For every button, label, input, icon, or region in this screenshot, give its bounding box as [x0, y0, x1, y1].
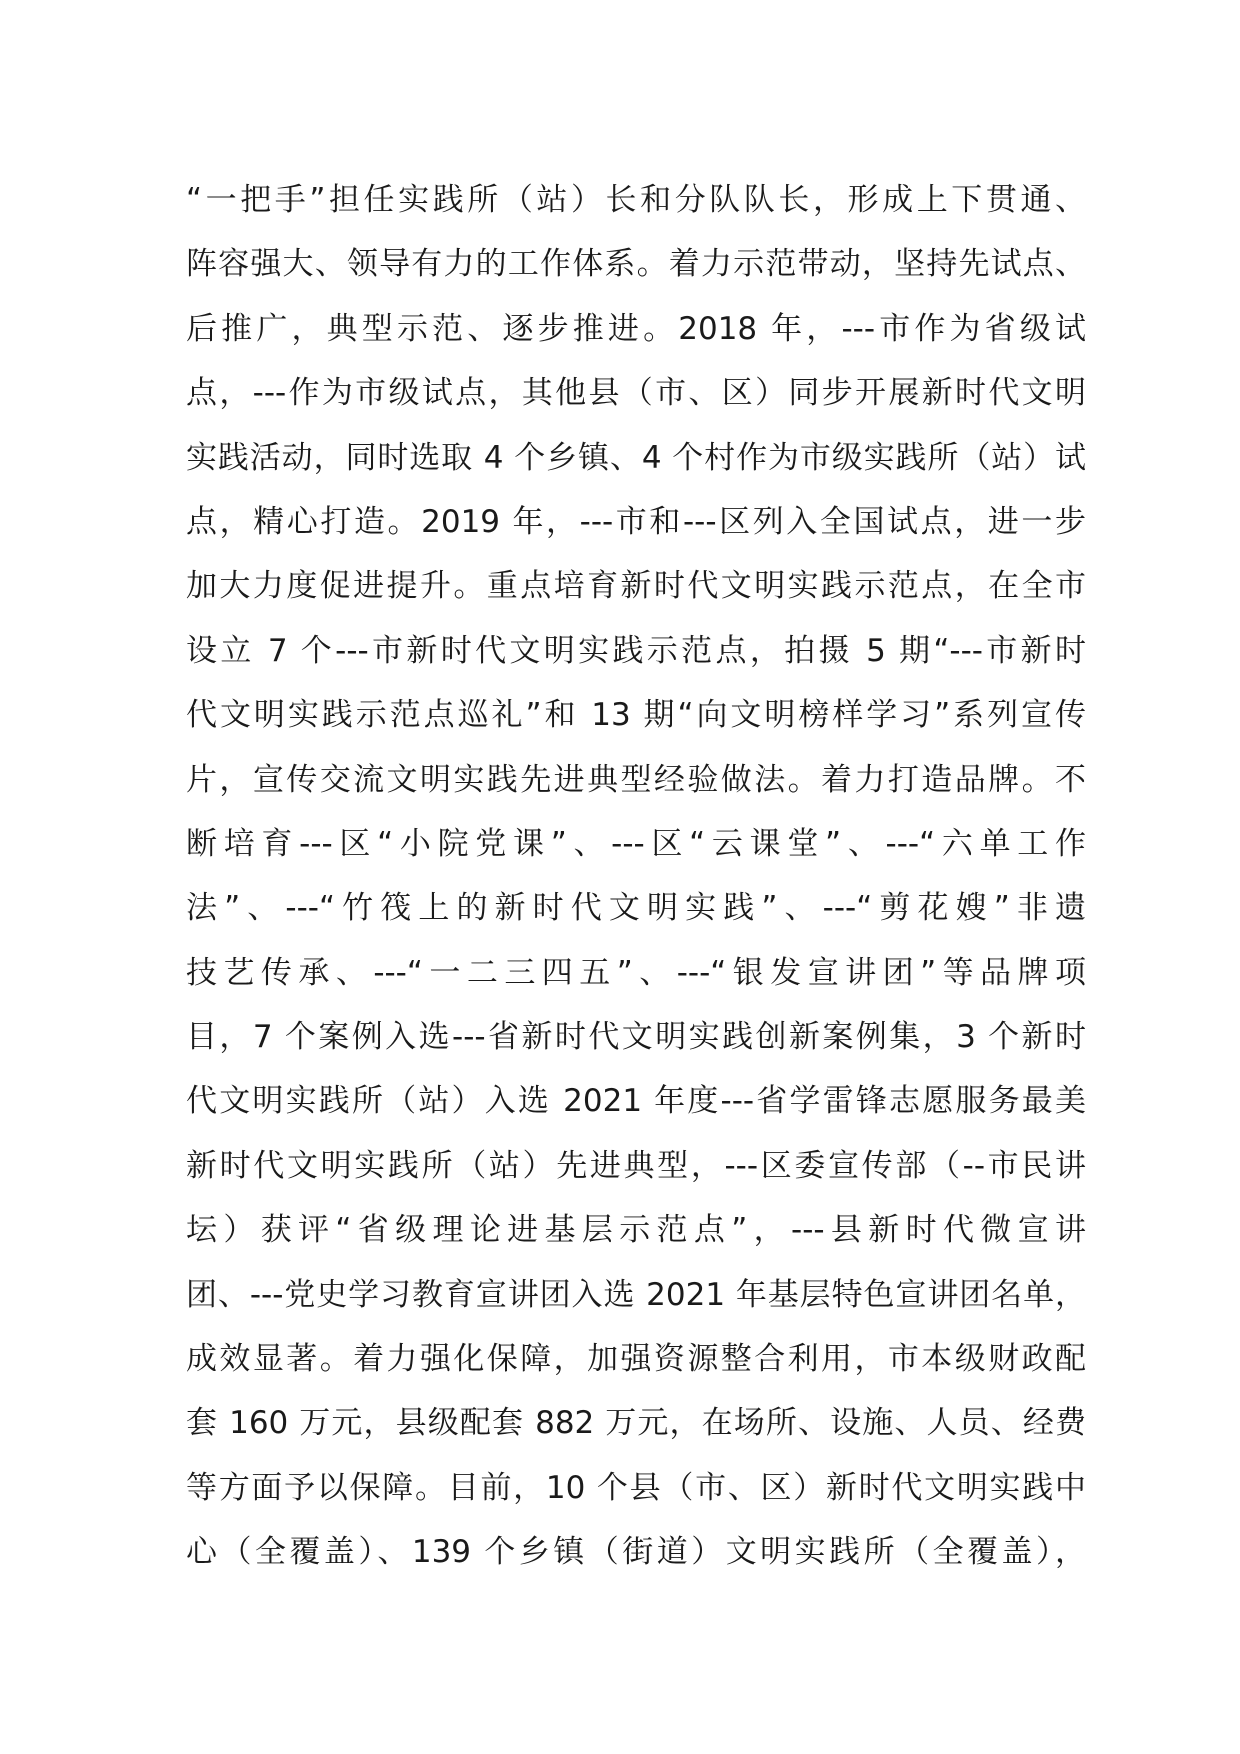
- text-line-8: 设立 7 个---市新时代文明实践示范点，拍摄 5 期“---市新时: [186, 632, 1086, 669]
- text-line-15: 代文明实践所（站）入选 2021 年度---省学雷锋志愿服务最美: [186, 1083, 1086, 1120]
- text-line-3: 后推广，典型示范、逐步推进。2018 年，---市作为省级试: [186, 310, 1086, 347]
- text-line-22: 心（全覆盖）、139 个乡镇（街道）文明实践所（全覆盖），: [186, 1534, 1086, 1571]
- text-line-17: 坛）获评“省级理论进基层示范点”，---县新时代微宣讲: [186, 1212, 1086, 1249]
- text-line-11: 断培育---区“小院党课”、---区“云课堂”、---“六单工作: [186, 825, 1086, 862]
- text-line-12: 法”、---“竹筏上的新时代文明实践”、---“剪花嫂”非遗: [186, 890, 1086, 927]
- body-paragraph: [186, 168, 1086, 1585]
- text-line-1: “一把手”担任实践所（站）长和分队队长，形成上下贯通、: [186, 182, 1086, 218]
- text-line-19: 成效显著。着力强化保障，加强资源整合利用，市本级财政配: [186, 1341, 1086, 1378]
- text-line-16: 新时代文明实践所（站）先进典型，---区委宣传部（--市民讲: [186, 1147, 1086, 1184]
- text-line-4: 点，---作为市级试点，其他县（市、区）同步开展新时代文明: [186, 375, 1086, 412]
- text-line-21: 等方面予以保障。目前，10 个县（市、区）新时代文明实践中: [186, 1469, 1086, 1506]
- text-line-10: 片，宣传交流文明实践先进典型经验做法。着力打造品牌。不: [186, 761, 1086, 798]
- text-line-20: 套 160 万元，县级配套 882 万元，在场所、设施、人员、经费: [186, 1405, 1086, 1442]
- text-line-2: 阵容强大、领导有力的工作体系。着力示范带动，坚持先试点、: [186, 246, 1086, 283]
- text-line-5: 实践活动，同时选取 4 个乡镇、4 个村作为市级实践所（站）试: [186, 439, 1086, 476]
- text-line-6: 点，精心打造。2019 年，---市和---区列入全国试点，进一步: [186, 503, 1086, 540]
- text-line-13: 技艺传承、---“一二三四五”、---“银发宣讲团”等品牌项: [186, 954, 1086, 991]
- text-line-14: 目，7 个案例入选---省新时代文明实践创新案例集，3 个新时: [186, 1019, 1086, 1056]
- text-line-7: 加大力度促进提升。重点培育新时代文明实践示范点，在全市: [186, 568, 1086, 605]
- text-line-18: 团、---党史学习教育宣讲团入选 2021 年基层特色宣讲团名单，: [186, 1276, 1086, 1313]
- text-line-9: 代文明实践示范点巡礼”和 13 期“向文明榜样学习”系列宣传: [186, 697, 1086, 734]
